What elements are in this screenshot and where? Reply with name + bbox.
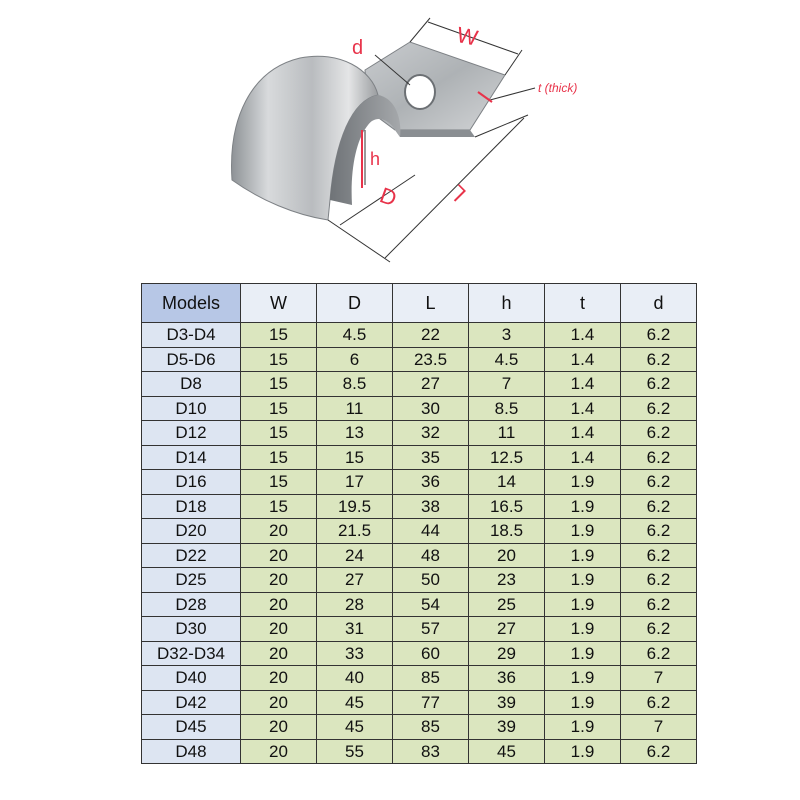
value-cell: 4.5 bbox=[469, 347, 545, 372]
value-cell: 13 bbox=[317, 421, 393, 446]
value-cell: 12.5 bbox=[469, 445, 545, 470]
value-cell: 24 bbox=[317, 543, 393, 568]
value-cell: 6.2 bbox=[621, 347, 697, 372]
value-cell: 6.2 bbox=[621, 396, 697, 421]
value-cell: 15 bbox=[241, 347, 317, 372]
value-cell: 1.9 bbox=[545, 739, 621, 764]
model-cell: D48 bbox=[142, 739, 241, 764]
value-cell: 55 bbox=[317, 739, 393, 764]
value-cell: 6.2 bbox=[621, 592, 697, 617]
table-row bbox=[142, 543, 697, 568]
table-row bbox=[142, 715, 697, 740]
model-cell: D32-D34 bbox=[142, 641, 241, 666]
value-cell: 27 bbox=[393, 372, 469, 397]
table-row bbox=[142, 396, 697, 421]
value-cell: 1.4 bbox=[545, 445, 621, 470]
table-row bbox=[142, 690, 697, 715]
value-cell: 20 bbox=[241, 543, 317, 568]
header-d-diameter: D bbox=[317, 284, 393, 323]
value-cell: 20 bbox=[241, 641, 317, 666]
header-models: Models bbox=[142, 284, 241, 323]
value-cell: 20 bbox=[241, 715, 317, 740]
value-cell: 20 bbox=[241, 666, 317, 691]
value-cell: 21.5 bbox=[317, 519, 393, 544]
value-cell: 27 bbox=[317, 568, 393, 593]
table-body bbox=[142, 323, 697, 764]
table-row bbox=[142, 494, 697, 519]
header-d-hole: d bbox=[621, 284, 697, 323]
value-cell: 3 bbox=[469, 323, 545, 348]
value-cell: 17 bbox=[317, 470, 393, 495]
table-row bbox=[142, 568, 697, 593]
label-L: L bbox=[444, 180, 471, 207]
value-cell: 20 bbox=[241, 568, 317, 593]
label-h: h bbox=[370, 149, 381, 169]
value-cell: 6.2 bbox=[621, 690, 697, 715]
value-cell: 15 bbox=[241, 470, 317, 495]
value-cell: 6.2 bbox=[621, 617, 697, 642]
value-cell: 6.2 bbox=[621, 470, 697, 495]
value-cell: 28 bbox=[317, 592, 393, 617]
value-cell: 1.9 bbox=[545, 666, 621, 691]
value-cell: 83 bbox=[393, 739, 469, 764]
value-cell: 50 bbox=[393, 568, 469, 593]
table-row bbox=[142, 445, 697, 470]
value-cell: 20 bbox=[469, 543, 545, 568]
label-d: d bbox=[352, 37, 364, 59]
spec-table bbox=[141, 283, 697, 764]
header-row bbox=[142, 284, 697, 323]
value-cell: 29 bbox=[469, 641, 545, 666]
model-cell: D30 bbox=[142, 617, 241, 642]
table-row bbox=[142, 519, 697, 544]
value-cell: 15 bbox=[241, 421, 317, 446]
model-cell: D12 bbox=[142, 421, 241, 446]
value-cell: 44 bbox=[393, 519, 469, 544]
value-cell: 18.5 bbox=[469, 519, 545, 544]
model-cell: D42 bbox=[142, 690, 241, 715]
value-cell: 85 bbox=[393, 666, 469, 691]
header-h: h bbox=[469, 284, 545, 323]
table-row bbox=[142, 592, 697, 617]
model-cell: D16 bbox=[142, 470, 241, 495]
value-cell: 7 bbox=[469, 372, 545, 397]
value-cell: 15 bbox=[317, 445, 393, 470]
clamp-tab-edge bbox=[395, 130, 475, 137]
value-cell: 30 bbox=[393, 396, 469, 421]
value-cell: 25 bbox=[469, 592, 545, 617]
value-cell: 7 bbox=[621, 715, 697, 740]
value-cell: 1.9 bbox=[545, 617, 621, 642]
value-cell: 38 bbox=[393, 494, 469, 519]
label-t: t (thick) bbox=[538, 81, 578, 95]
value-cell: 1.4 bbox=[545, 347, 621, 372]
value-cell: 1.9 bbox=[545, 519, 621, 544]
header-w: W bbox=[241, 284, 317, 323]
clamp-diagram bbox=[0, 0, 800, 275]
value-cell: 6.2 bbox=[621, 372, 697, 397]
value-cell: 45 bbox=[317, 715, 393, 740]
value-cell: 15 bbox=[241, 494, 317, 519]
value-cell: 1.9 bbox=[545, 543, 621, 568]
value-cell: 20 bbox=[241, 592, 317, 617]
model-cell: D14 bbox=[142, 445, 241, 470]
value-cell: 6.2 bbox=[621, 494, 697, 519]
value-cell: 33 bbox=[317, 641, 393, 666]
value-cell: 1.9 bbox=[545, 641, 621, 666]
value-cell: 15 bbox=[241, 372, 317, 397]
value-cell: 11 bbox=[317, 396, 393, 421]
table-row bbox=[142, 470, 697, 495]
value-cell: 15 bbox=[241, 323, 317, 348]
model-cell: D22 bbox=[142, 543, 241, 568]
value-cell: 85 bbox=[393, 715, 469, 740]
value-cell: 20 bbox=[241, 617, 317, 642]
model-cell: D3-D4 bbox=[142, 323, 241, 348]
value-cell: 48 bbox=[393, 543, 469, 568]
value-cell: 22 bbox=[393, 323, 469, 348]
value-cell: 15 bbox=[241, 445, 317, 470]
value-cell: 1.4 bbox=[545, 396, 621, 421]
value-cell: 1.4 bbox=[545, 323, 621, 348]
value-cell: 39 bbox=[469, 690, 545, 715]
value-cell: 27 bbox=[469, 617, 545, 642]
value-cell: 19.5 bbox=[317, 494, 393, 519]
value-cell: 20 bbox=[241, 690, 317, 715]
table-row bbox=[142, 666, 697, 691]
value-cell: 6.2 bbox=[621, 323, 697, 348]
table-row bbox=[142, 421, 697, 446]
table-row bbox=[142, 323, 697, 348]
value-cell: 15 bbox=[241, 396, 317, 421]
value-cell: 1.4 bbox=[545, 421, 621, 446]
value-cell: 6.2 bbox=[621, 739, 697, 764]
value-cell: 6.2 bbox=[621, 421, 697, 446]
value-cell: 36 bbox=[469, 666, 545, 691]
value-cell: 1.9 bbox=[545, 568, 621, 593]
table-row bbox=[142, 617, 697, 642]
value-cell: 6.2 bbox=[621, 445, 697, 470]
value-cell: 6.2 bbox=[621, 519, 697, 544]
value-cell: 4.5 bbox=[317, 323, 393, 348]
value-cell: 16.5 bbox=[469, 494, 545, 519]
model-cell: D25 bbox=[142, 568, 241, 593]
value-cell: 77 bbox=[393, 690, 469, 715]
value-cell: 54 bbox=[393, 592, 469, 617]
value-cell: 1.9 bbox=[545, 715, 621, 740]
value-cell: 11 bbox=[469, 421, 545, 446]
value-cell: 8.5 bbox=[469, 396, 545, 421]
value-cell: 1.9 bbox=[545, 592, 621, 617]
value-cell: 8.5 bbox=[317, 372, 393, 397]
value-cell: 7 bbox=[621, 666, 697, 691]
value-cell: 23.5 bbox=[393, 347, 469, 372]
value-cell: 1.9 bbox=[545, 690, 621, 715]
value-cell: 6.2 bbox=[621, 568, 697, 593]
value-cell: 6 bbox=[317, 347, 393, 372]
model-cell: D45 bbox=[142, 715, 241, 740]
value-cell: 20 bbox=[241, 739, 317, 764]
value-cell: 35 bbox=[393, 445, 469, 470]
model-cell: D5-D6 bbox=[142, 347, 241, 372]
value-cell: 20 bbox=[241, 519, 317, 544]
value-cell: 1.4 bbox=[545, 372, 621, 397]
label-D: D bbox=[376, 182, 400, 212]
value-cell: 40 bbox=[317, 666, 393, 691]
value-cell: 1.9 bbox=[545, 494, 621, 519]
model-cell: D10 bbox=[142, 396, 241, 421]
table-row bbox=[142, 739, 697, 764]
mounting-hole bbox=[405, 75, 435, 109]
model-cell: D28 bbox=[142, 592, 241, 617]
value-cell: 57 bbox=[393, 617, 469, 642]
model-cell: D20 bbox=[142, 519, 241, 544]
header-t: t bbox=[545, 284, 621, 323]
model-cell: D8 bbox=[142, 372, 241, 397]
value-cell: 14 bbox=[469, 470, 545, 495]
value-cell: 60 bbox=[393, 641, 469, 666]
header-l: L bbox=[393, 284, 469, 323]
label-W: W bbox=[454, 21, 481, 51]
value-cell: 45 bbox=[469, 739, 545, 764]
model-cell: D40 bbox=[142, 666, 241, 691]
value-cell: 6.2 bbox=[621, 641, 697, 666]
model-cell: D18 bbox=[142, 494, 241, 519]
table-row bbox=[142, 372, 697, 397]
value-cell: 31 bbox=[317, 617, 393, 642]
value-cell: 1.9 bbox=[545, 470, 621, 495]
value-cell: 23 bbox=[469, 568, 545, 593]
value-cell: 45 bbox=[317, 690, 393, 715]
value-cell: 39 bbox=[469, 715, 545, 740]
value-cell: 36 bbox=[393, 470, 469, 495]
value-cell: 6.2 bbox=[621, 543, 697, 568]
table-row bbox=[142, 347, 697, 372]
table-row bbox=[142, 641, 697, 666]
value-cell: 32 bbox=[393, 421, 469, 446]
